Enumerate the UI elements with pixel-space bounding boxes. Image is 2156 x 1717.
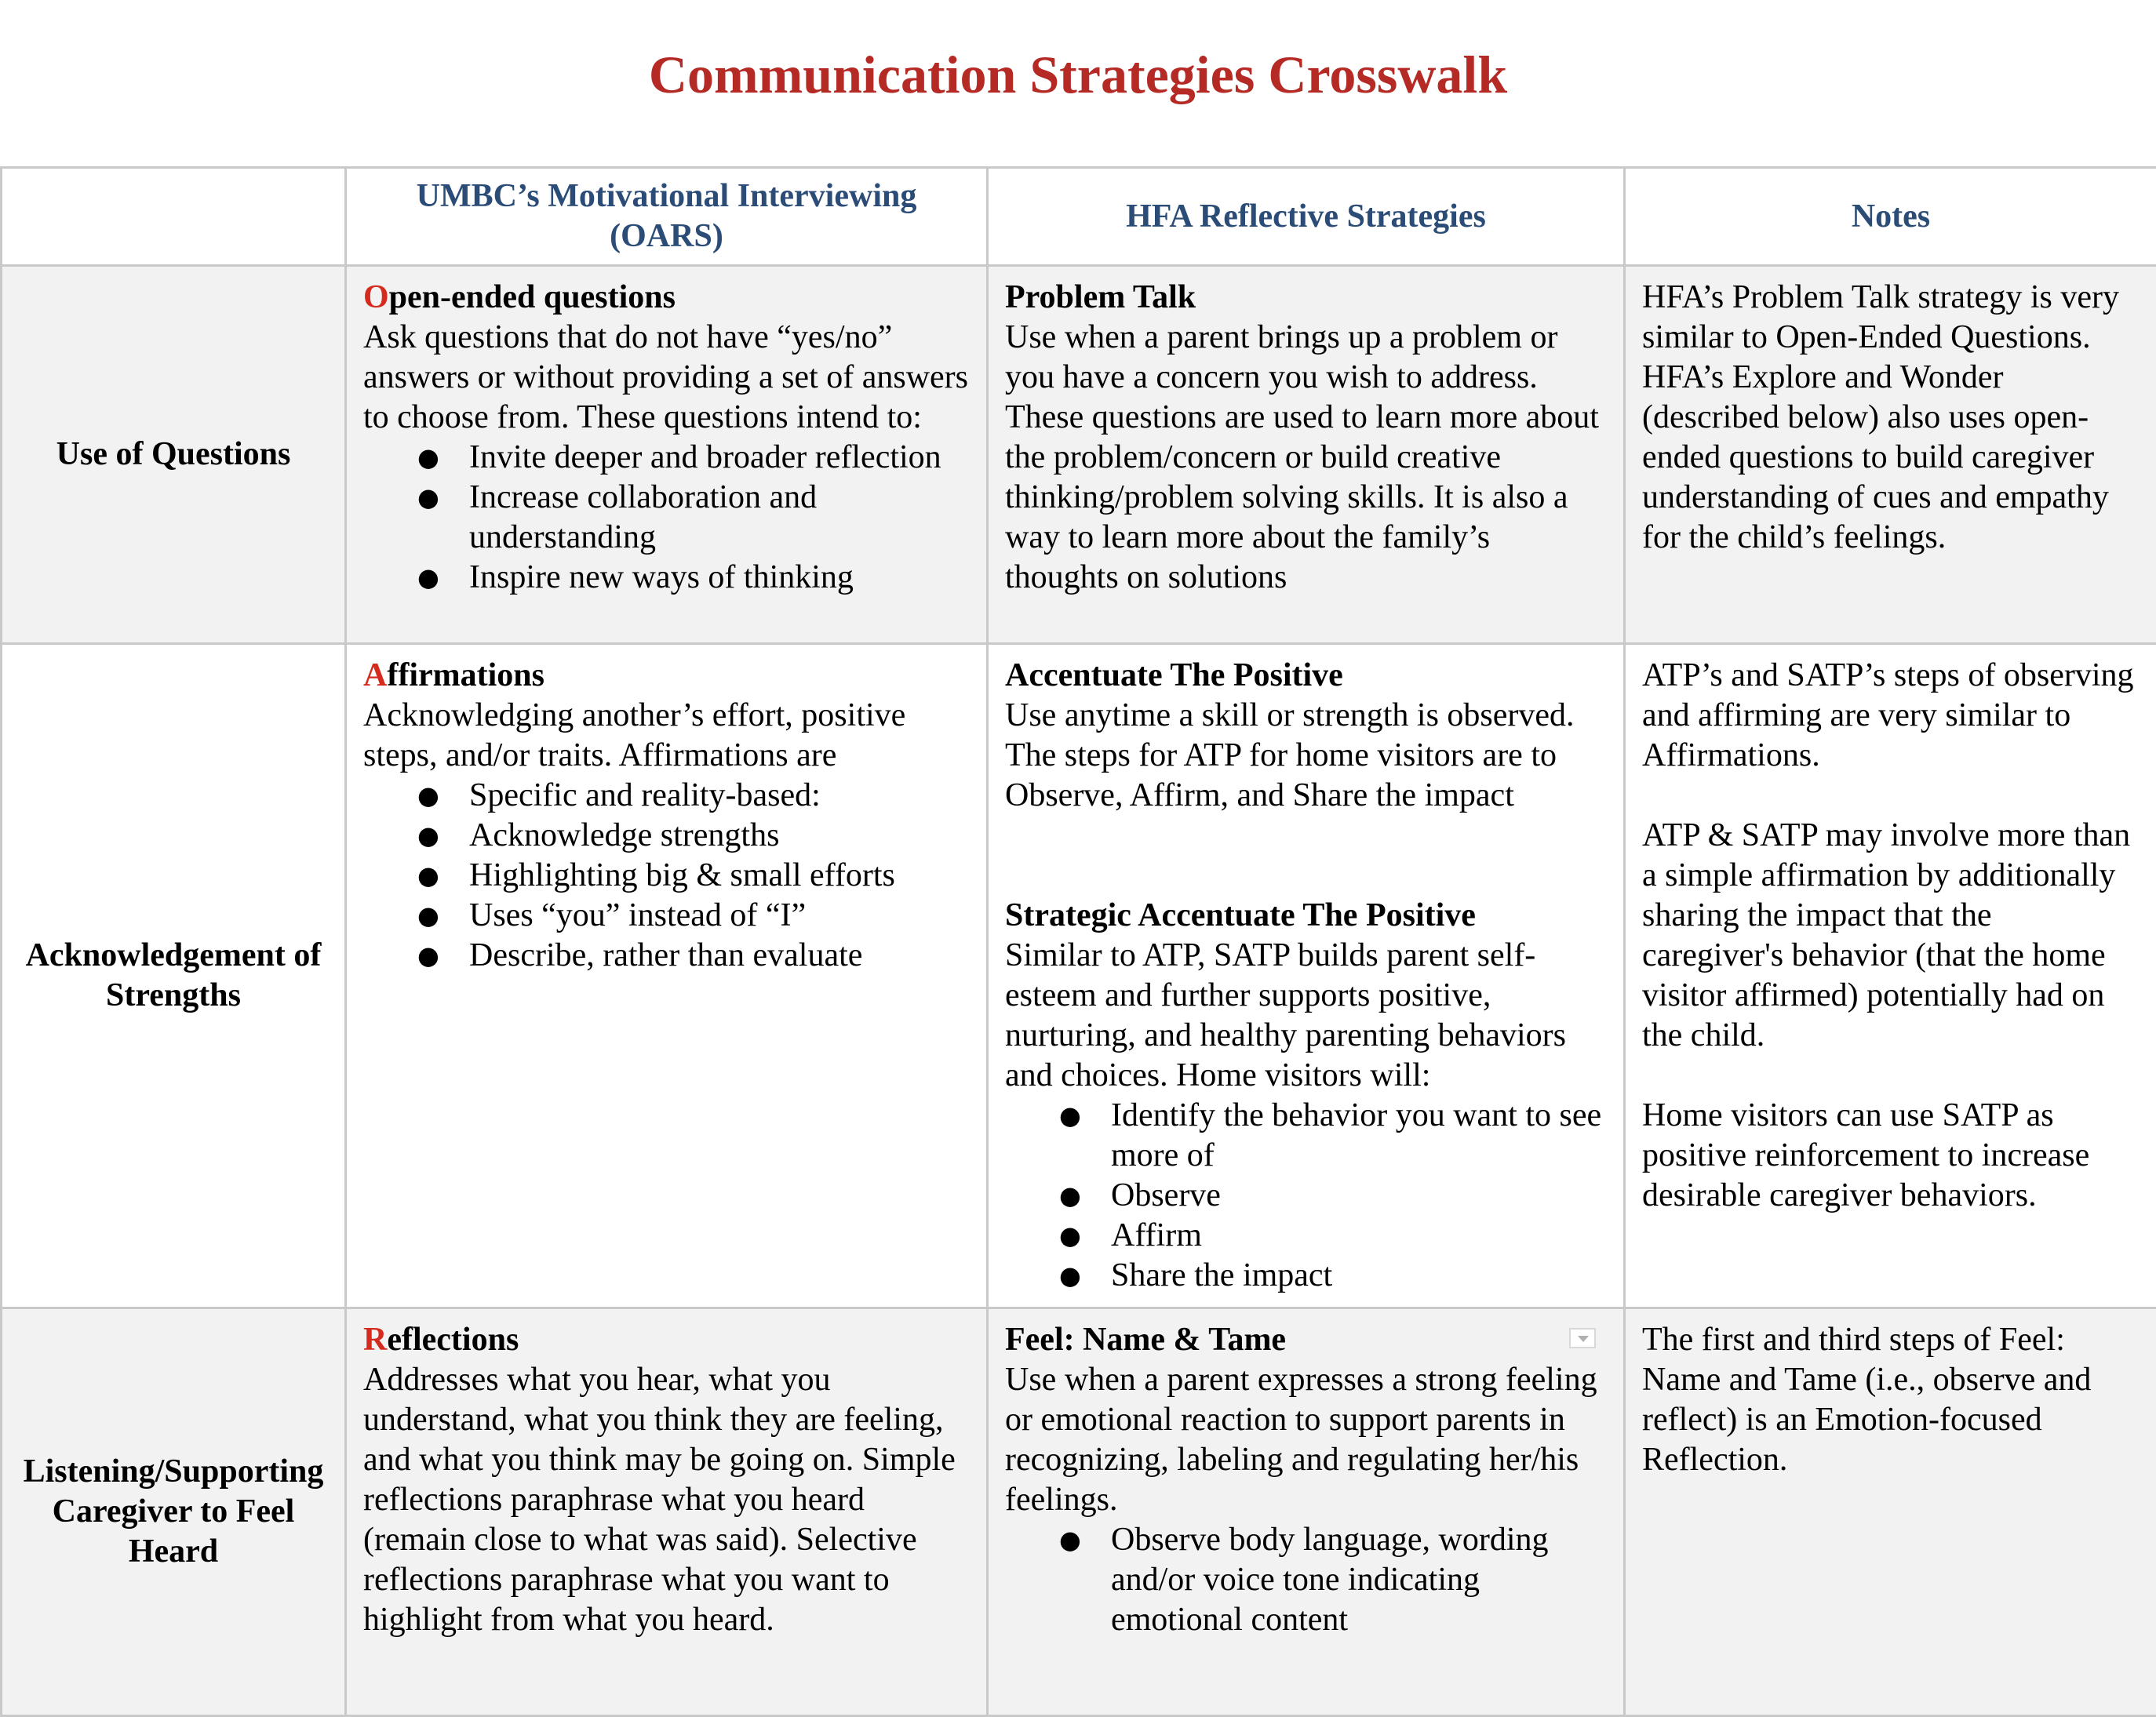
oars-bullet-list xyxy=(363,776,970,976)
spacer xyxy=(1005,816,1607,896)
hfa-bullet-list xyxy=(1005,1520,1607,1640)
list-item: ● Observe xyxy=(1111,1176,1607,1216)
oars-cell xyxy=(346,266,988,644)
oars-description: Addresses what you hear, what you understand, what you think they are feeling, and what you think may be going on. Simple reflections paraphrase what you heard (remain close to what was said). Selective reflections paraphrase what you want to highlight from what you heard. xyxy=(363,1360,970,1640)
notes-cell xyxy=(1625,1308,2156,1716)
list-item: ● Increase collaboration and understanding xyxy=(469,478,970,558)
oars-initial: A xyxy=(363,657,387,693)
notes-cell xyxy=(1625,266,2156,644)
crosswalk-table xyxy=(0,166,2156,1717)
header-hfa: HFA Reflective Strategies xyxy=(988,168,1625,266)
list-item: ● Share the impact xyxy=(1111,1256,1607,1296)
hfa-cell xyxy=(988,1308,1625,1716)
oars-term xyxy=(363,656,970,696)
hfa-description-secondary: Similar to ATP, SATP builds parent self-esteem and further supports positive, nurturing, and healthy parenting behaviors and choices. Home visitors will: xyxy=(1005,936,1607,1096)
oars-description: Ask questions that do not have “yes/no” answers or without providing a set of answers to choose from. These questions intend to: xyxy=(363,318,970,438)
oars-initial: O xyxy=(363,279,389,315)
table-row xyxy=(2,1308,2156,1716)
header-blank xyxy=(2,168,346,266)
oars-bullet-list xyxy=(363,438,970,598)
row-label: Acknowledgement of Strengths xyxy=(2,644,346,1308)
notes-paragraph: Home visitors can use SATP as positive reinforcement to increase desirable caregiver behaviors. xyxy=(1642,1096,2140,1216)
spacer xyxy=(1642,1056,2140,1096)
hfa-cell xyxy=(988,644,1625,1308)
list-item: ● Observe body language, wording and/or voice tone indicating emotional content xyxy=(1111,1520,1607,1640)
hfa-bullet-list xyxy=(1005,1096,1607,1296)
oars-term xyxy=(363,278,970,318)
hfa-description: Use when a parent expresses a strong feeling or emotional reaction to support parents in recognizing, labeling and regulating her/his feelings. xyxy=(1005,1360,1607,1520)
notes-paragraph: HFA’s Problem Talk strategy is very similar to Open-Ended Questions. HFA’s Explore and Wonder (described below) also uses open-ended questions to build caregiver understanding of cues and empathy for the child’s feelings. xyxy=(1642,278,2140,558)
spacer xyxy=(1642,776,2140,816)
hfa-term-secondary: Strategic Accentuate The Positive xyxy=(1005,896,1607,936)
oars-term-rest: eflections xyxy=(387,1322,519,1358)
oars-cell xyxy=(346,644,988,1308)
list-item: ● Affirm xyxy=(1111,1216,1607,1256)
list-item: ● Specific and reality-based: xyxy=(469,776,970,816)
hfa-term: Feel: Name & Tame xyxy=(1005,1320,1607,1360)
list-item: ● Uses “you” instead of “I” xyxy=(469,896,970,936)
list-item: ● Acknowledge strengths xyxy=(469,816,970,856)
notes-paragraph: ATP & SATP may involve more than a simple affirmation by additionally sharing the impact that the caregiver's behavior (that the home visitor affirmed) potentially had on the child. xyxy=(1642,816,2140,1056)
hfa-term: Accentuate The Positive xyxy=(1005,656,1607,696)
oars-cell xyxy=(346,1308,988,1716)
oars-term xyxy=(363,1320,970,1360)
notes-paragraph: The first and third steps of Feel: Name and Tame (i.e., observe and reflect) is an Emotion-focused Reflection. xyxy=(1642,1320,2140,1480)
oars-term-rest: pen-ended questions xyxy=(389,279,676,315)
notes-paragraph: ATP’s and SATP’s steps of observing and affirming are very similar to Affirmations. xyxy=(1642,656,2140,776)
page-title: Communication Strategies Crosswalk xyxy=(0,44,2156,106)
header-notes: Notes xyxy=(1625,168,2156,266)
list-item: ● Highlighting big & small efforts xyxy=(469,856,970,896)
table-row xyxy=(2,644,2156,1308)
list-item: ● Describe, rather than evaluate xyxy=(469,936,970,976)
dropdown-arrow-icon[interactable] xyxy=(1569,1328,1596,1348)
table-row xyxy=(2,266,2156,644)
notes-cell xyxy=(1625,644,2156,1308)
list-item: ● Identify the behavior you want to see more of xyxy=(1111,1096,1607,1176)
list-item: ● Invite deeper and broader reflection xyxy=(469,438,970,478)
oars-term-rest: ffirmations xyxy=(387,657,544,693)
hfa-cell xyxy=(988,266,1625,644)
hfa-description: Use anytime a skill or strength is observed. The steps for ATP for home visitors are to Observe, Affirm, and Share the impact xyxy=(1005,696,1607,816)
hfa-term: Problem Talk xyxy=(1005,278,1607,318)
header-row xyxy=(2,168,2156,266)
row-label: Listening/Supporting Caregiver to Feel Heard xyxy=(2,1308,346,1716)
row-label: Use of Questions xyxy=(2,266,346,644)
list-item: ● Inspire new ways of thinking xyxy=(469,558,970,598)
hfa-cell-content xyxy=(1005,1320,1607,1640)
oars-description: Acknowledging another’s effort, positive steps, and/or traits. Affirmations are xyxy=(363,696,970,776)
oars-initial: R xyxy=(363,1322,387,1358)
hfa-description: Use when a parent brings up a problem or you have a concern you wish to address. These questions are used to learn more about the problem/concern or build creative thinking/problem solving skills. It is also a way to learn more about the family’s thoughts on solutions xyxy=(1005,318,1607,598)
header-oars: UMBC’s Motivational Interviewing (OARS) xyxy=(346,168,988,266)
